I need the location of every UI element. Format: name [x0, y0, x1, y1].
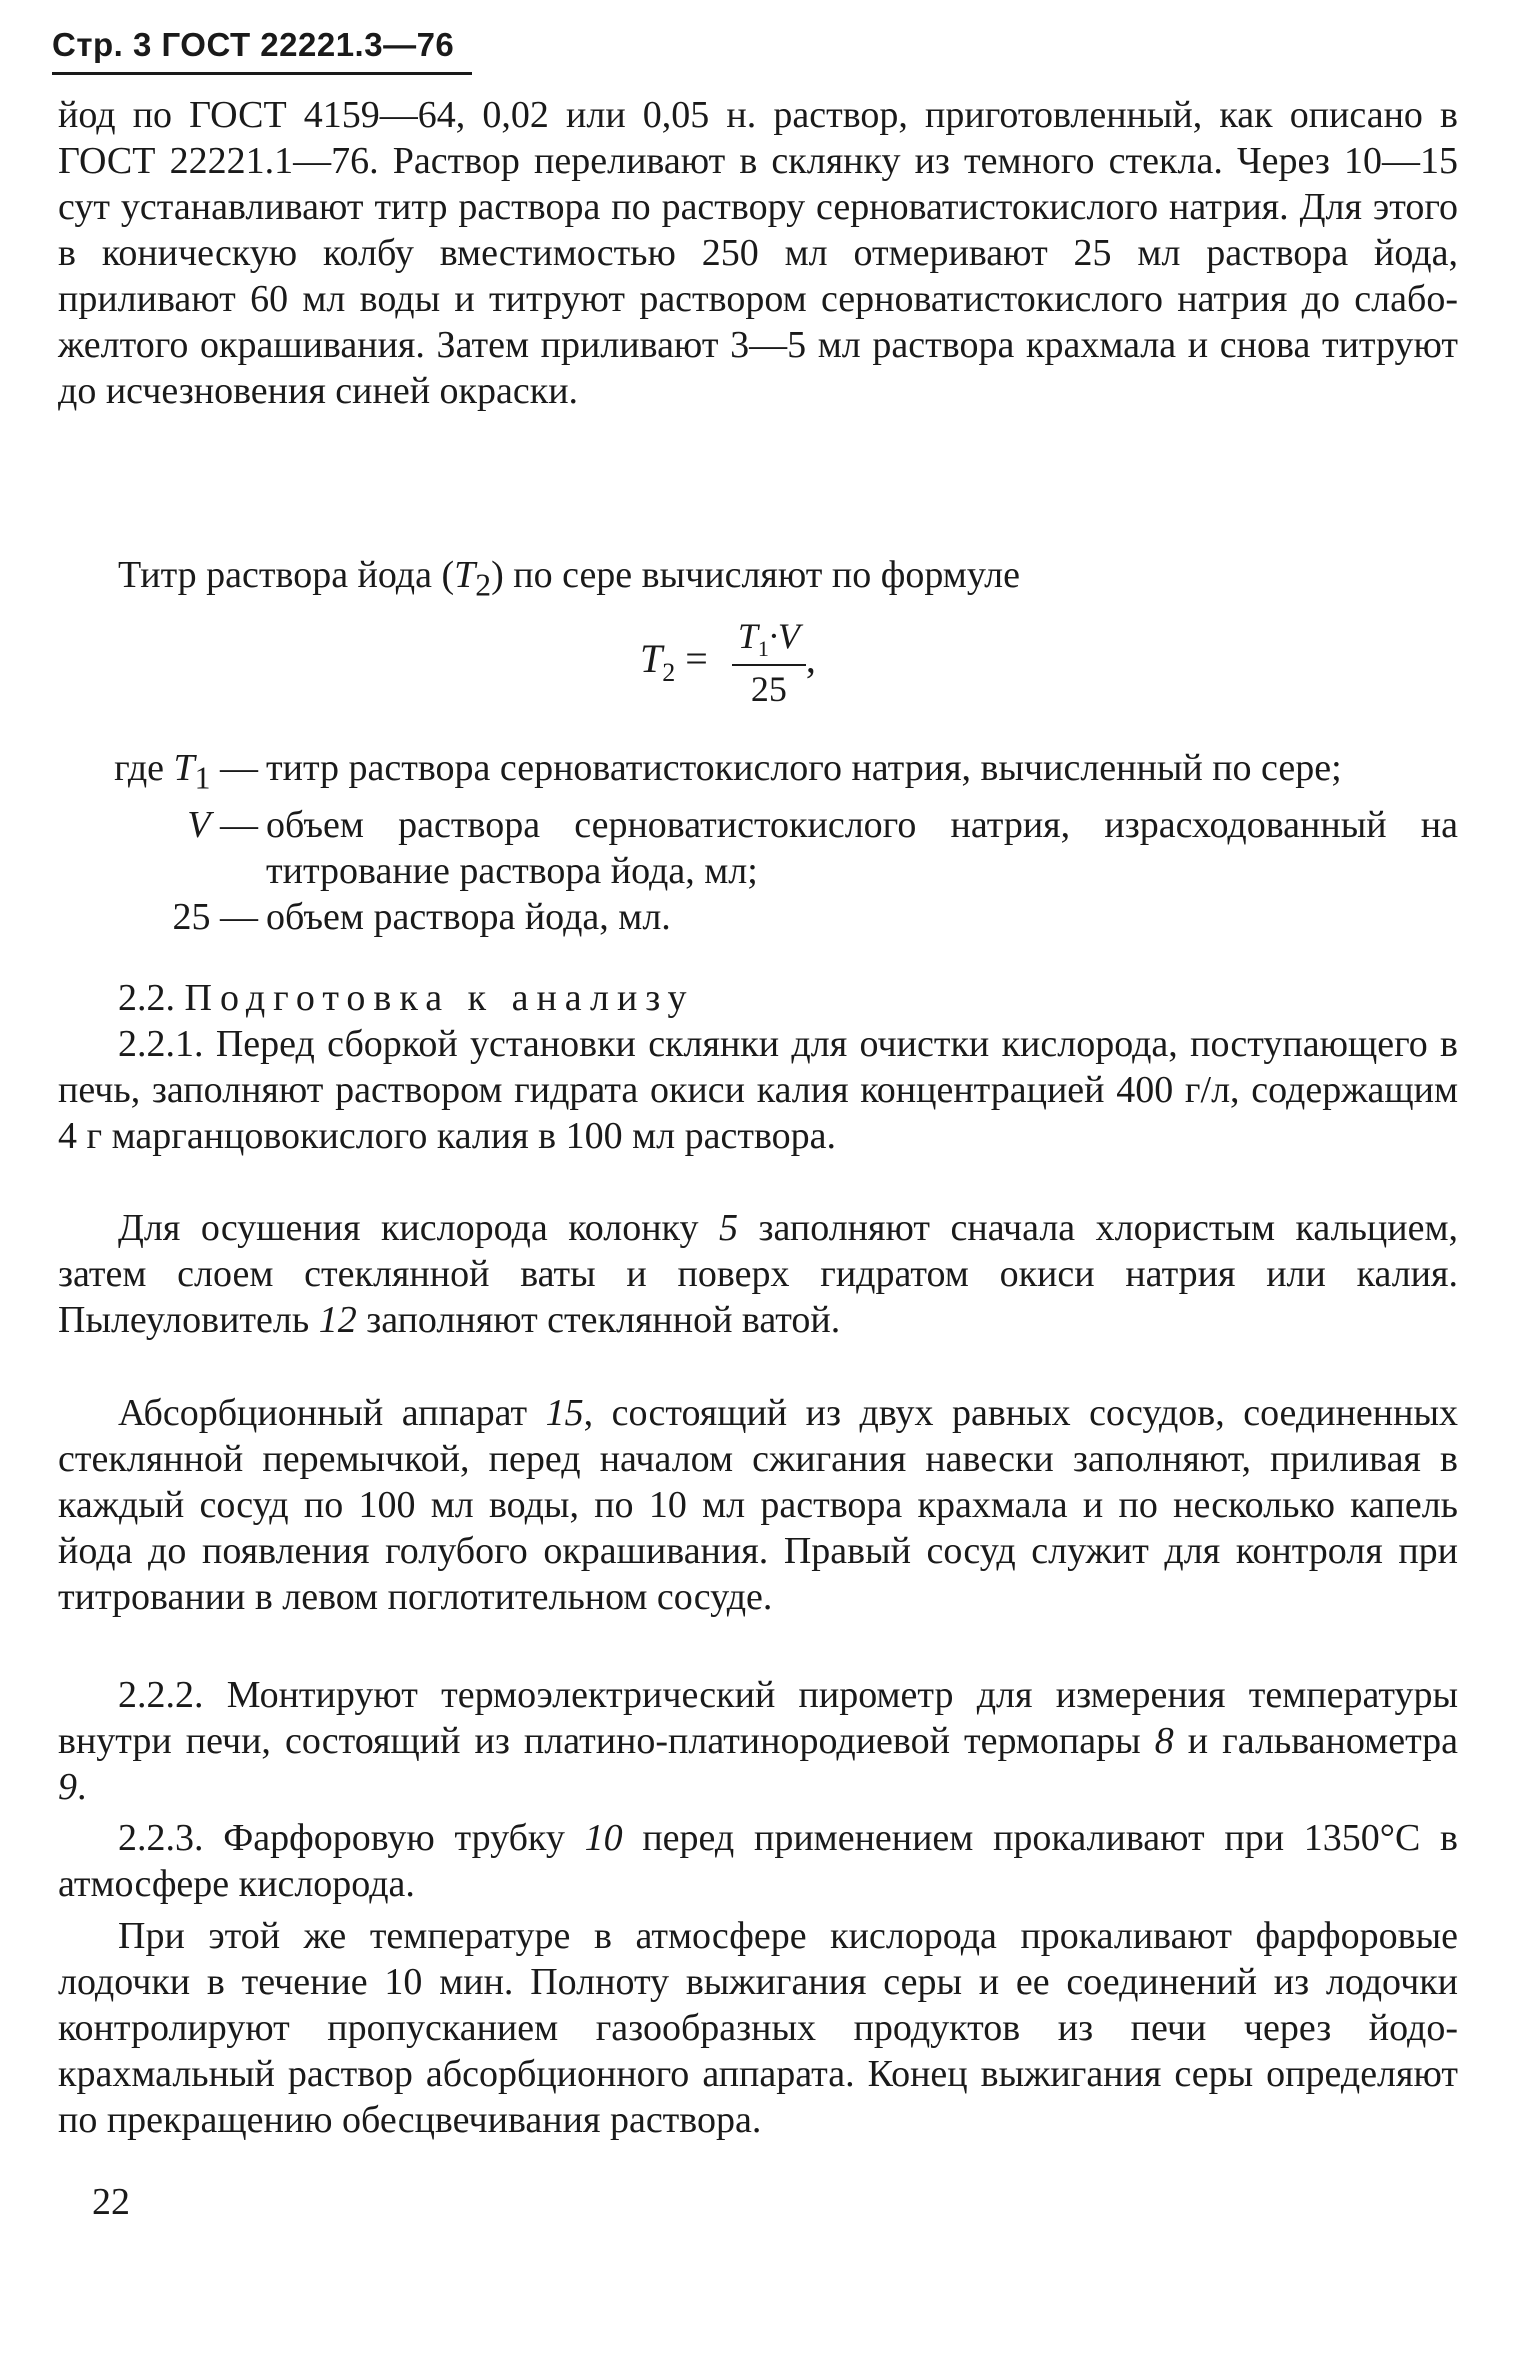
- formula-fraction: $\frac{T_1\cdot V}{25}$: [732, 615, 806, 710]
- paragraph-2-2-2: 2.2.2. Монтируют термоэлектрический пирометр для измерения температуры внутри печи, состоящий из платино-платинородиевой термопары 8 и гальванометра 9.: [58, 1674, 1459, 1808]
- paragraph-2-2-3: 2.2.3. Фарфоровую трубку 10 перед применением прокаливают при 1350°С в атмосфере кислорода.: [58, 1817, 1458, 1905]
- section-heading-2-2: 2.2. Подготовка к анализу: [118, 977, 695, 1019]
- titre-formula: $T_2$ = $\frac{T_1\cdot V}{25}$ ,: [640, 616, 816, 710]
- paragraph-boats-calcination: При этой же температуре в атмосфере кислорода прокаливают фарфоровые лодочки в течение 10 мин. Полноту выжигания серы и ее соединений из лодочки контролируют пропусканием газообразных продуктов из печи через йодо-крахмальный раствор абсорбционного аппарата. Конец выжигания серы определяют по прекращению обесцвечивания раствора.: [58, 1915, 1458, 2141]
- formula-legend: [58, 745, 1458, 950]
- paragraph-iodine-solution: йод по ГОСТ 4159—64, 0,02 или 0,05 н. раствор, приготовленный, как описано в ГОСТ 22221.1—76. Раствор переливают в склянку из темного стекла. Через 10—15 сут устанавливают титр раствора по раствору серноватистокислого натрия. Для этого в коническую колбу вместимостью 250 мл отмеривают 25 мл раствора йода, приливают 60 мл воды и титруют раствором серноватистокислого натрия до слабо-желтого окрашивания. Затем приливают 3—5 мл раствора крахмала и снова титруют до исчезновения синей окраски.: [58, 94, 1458, 412]
- legend-row: где $T_1$ — титр раствора серноватистокислого натрия, вычисленный по сере;: [114, 747, 1342, 796]
- paragraph-titre-formula-intro: Титр раствора йода $(T_2)$ по сере вычисляют по формуле: [118, 554, 1020, 603]
- header-rule: [52, 72, 472, 75]
- page-number: 22: [92, 2181, 130, 2223]
- paragraph-2-2-1: 2.2.1. Перед сборкой установки склянки для очистки кислорода, поступающего в печь, заполняют раствором гидрата окиси калия концентрацией 400 г/л, содержащим 4 г марганцовокислого калия в 100 мл раствора.: [58, 1023, 1458, 1157]
- page-header: Стр. 3 ГОСТ 22221.3—76: [52, 26, 455, 63]
- paragraph-absorber: Абсорбционный аппарат 15, состоящий из двух равных сосудов, соединенных стеклянной перемычкой, перед началом сжигания навески заполняют, приливая в каждый сосуд по 100 мл воды, по 10 мл раствора крахмала и по несколько капель йода до появления голубого окрашивания. Правый сосуд служит для контроля при титровании в левом поглотительном сосуде.: [58, 1392, 1458, 1618]
- paragraph-drying: Для осушения кислорода колонку 5 заполняют сначала хлористым кальцием, затем слоем стеклянной ваты и поверх гидратом окиси натрия или калия. Пылеуловитель 12 заполняют стеклянной ватой.: [58, 1207, 1459, 1341]
- legend-row: V — объем раствора серноватистокислого натрия, израсходованный на титрование раствора йода, мл;: [187, 803, 1458, 892]
- legend-row: 25 — объем раствора йода, мл.: [172, 895, 671, 938]
